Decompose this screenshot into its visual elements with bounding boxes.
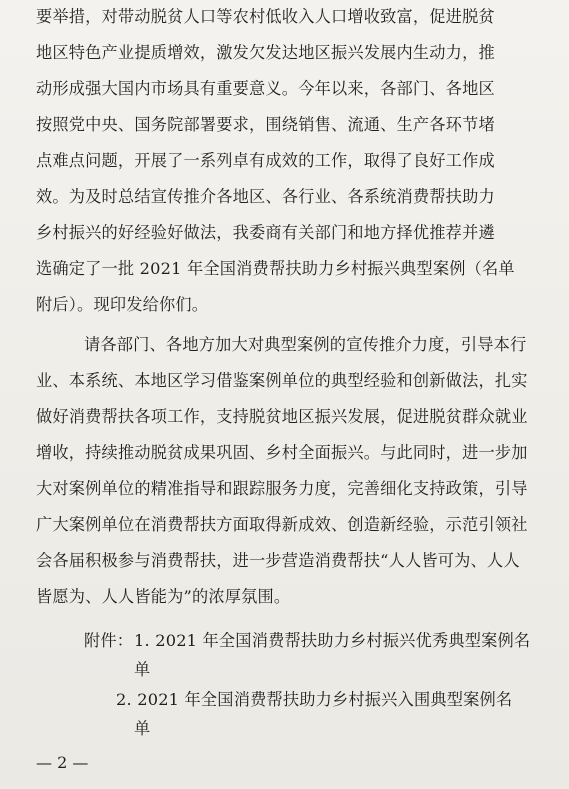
attachment-2-line-2: 单 (134, 719, 151, 738)
paragraph-1-line-4: 按照党中央、国务院部署要求，围绕销售、流通、生产各环节堵 (36, 115, 495, 134)
paragraph-1-line-8: 选确定了一批 2021 年全国消费帮扶助力乡村振兴典型案例（名单 (36, 259, 515, 278)
paragraph-2-line-6: 广大案例单位在消费帮扶方面取得新成效、创造新经验，示范引领社 (36, 515, 528, 534)
paragraph-1-line-5: 点难点问题，开展了一系列卓有成效的工作，取得了良好工作成 (36, 151, 495, 170)
page-number: — 2 — (36, 753, 89, 772)
attachment-1-line-2: 单 (134, 660, 151, 679)
paragraph-1-line-7: 乡村振兴的好经验好做法，我委商有关部门和地方择优推荐并遴 (36, 223, 495, 242)
paragraph-2-line-7: 会各届积极参与消费帮扶，进一步营造消费帮扶“人人皆可为、人人 (36, 551, 520, 570)
paragraph-2-line-3: 做好消费帮扶各项工作，支持脱贫地区振兴发展，促进脱贫群众就业 (36, 407, 528, 426)
paragraph-1-line-3: 动形成强大国内市场具有重要意义。今年以来，各部门、各地区 (36, 79, 495, 98)
paragraph-2-line-4: 增收，持续推动脱贫成果巩固、乡村全面振兴。与此同时，进一步加 (36, 443, 528, 462)
paragraph-2-line-1: 请各部门、各地方加大对典型案例的宣传推介力度，引导本行 (84, 335, 527, 354)
attachment-2-line-1: 2. 2021 年全国消费帮扶助力乡村振兴入围典型案例名 (116, 690, 513, 709)
attachments-label: 附件： (84, 631, 134, 650)
paragraph-2-line-2: 业、本系统、本地区学习借鉴案例单位的典型经验和创新做法，扎实 (36, 371, 528, 390)
paragraph-2-line-8: 皆愿为、人人皆能为”的浓厚氛围。 (36, 587, 291, 606)
paragraph-1-line-2: 地区特色产业提质增效，激发欠发达地区振兴发展内生动力，推 (36, 43, 495, 62)
paragraph-2-line-5: 大对案例单位的精准指导和跟踪服务力度，完善细化支持政策，引导 (36, 479, 528, 498)
paragraph-1-line-6: 效。为及时总结宣传推介各地区、各行业、各系统消费帮扶助力 (36, 187, 495, 206)
paragraph-1-line-1: 要举措，对带动脱贫人口等农村低收入人口增收致富，促进脱贫 (36, 7, 495, 26)
attachment-1-line-1: 1. 2021 年全国消费帮扶助力乡村振兴优秀典型案例名 (134, 631, 531, 650)
paragraph-1-line-9: 附后）。现印发给你们。 (36, 295, 209, 314)
